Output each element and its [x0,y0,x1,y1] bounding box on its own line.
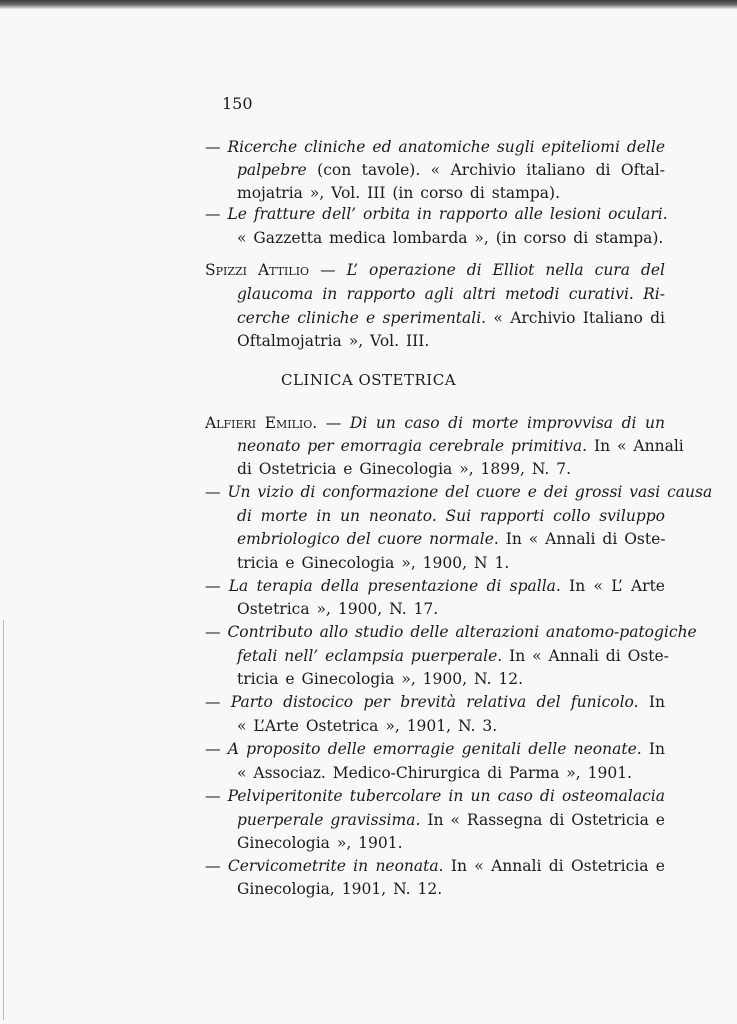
title-text: palpebre [237,161,307,179]
scan-left-edge [3,620,4,1020]
title-text: glaucoma in rapporto agli altri metodi curativi. Ri- [237,285,665,303]
title-text: neonato per emorragia cerebrale primitiva. [237,437,588,455]
entry-line [237,645,669,667]
entry-line [237,283,665,305]
title-text: Contributo allo studio delle alterazioni anatomo-patogiche [227,623,697,641]
citation-text: — [205,857,228,875]
title-text: A proposito delle emorragie genitali delle neonate. [227,740,642,758]
entry-line [237,715,665,737]
entry-line [205,575,665,597]
title-text: Di un caso di morte improvvisa di un [349,414,666,432]
title-text: La terapia della presentazione di spalla. [228,577,561,595]
citation-text: In « Annali [587,437,684,455]
citation-text: — [205,740,228,758]
entry-line [237,182,665,204]
citation-text: — [205,483,228,501]
section-heading: CLINICA OSTETRICA [280,371,457,389]
citation-text: Ginecologia, 1901, N. 12. [237,880,443,898]
citation-text: — [205,693,231,711]
title-text: di morte in un neonato. Sui rapporti collo sviluppo [237,507,665,525]
citation-text: Oftalmojatria », Vol. III. [237,332,430,350]
entry-line [205,136,665,158]
citation-text: tricia e Ginecologia », 1900, N. 12. [237,670,524,688]
title-text: fetali nell’ eclampsia puerperale. [237,647,503,665]
citation-text: — [309,261,347,279]
citation-text: In « Rassegna di Ostetricia e [420,811,665,829]
citation-text: « Gazzetta medica lombarda », (in corso di stampa). [237,229,664,247]
title-text: Cervicometrite in neonata. [227,857,444,875]
citation-text: — [205,623,228,641]
citation-text: In « Annali di Ostetricia e [443,857,665,875]
entry-line [237,435,684,457]
entry-line [205,621,697,643]
title-text: Ricerche cliniche ed anatomiche sugli epiteliomi delle [227,138,666,156]
entry-line [237,227,665,249]
author-name: Spizzi Attilio [205,261,310,279]
entry-line [237,668,665,690]
citation-text: tricia e Ginecologia », 1900, N 1. [237,554,510,572]
citation-text: — [205,138,228,156]
citation-text: — [205,787,228,805]
citation-text: « L’Arte Ostetrica », 1901, N. 3. [237,717,498,735]
entry-line [237,762,665,784]
entry-line [205,259,665,281]
entry-line [205,412,665,434]
citation-text: — [205,577,229,595]
citation-text: di Ostetricia e Ginecologia », 1899, N. 7. [237,460,572,478]
citation-text: — [205,205,228,223]
entry-line [237,528,665,550]
entry-line [205,203,668,225]
entry-line [237,458,665,480]
entry-line [237,832,665,854]
citation-text: In « Annali di Oste- [498,530,666,548]
entry-line [205,738,665,760]
entry-line [237,598,665,620]
title-text: Le fratture dell’ orbita in rapporto alle lesioni oculari. [227,205,668,223]
citation-text: mojatria », Vol. III (in corso di stampa). [237,184,561,202]
citation-text: — [317,414,350,432]
entry-line [205,785,665,807]
page-number: 150 [222,94,253,113]
scan-top-edge [0,0,737,9]
title-text: cerche cliniche e sperimentali. [237,309,487,327]
citation-text: In « L’ Arte [560,577,665,595]
title-text: Parto distocico per brevità relativa del funicolo. [230,693,639,711]
author-name: Alfieri Emilio. [205,414,318,432]
title-text: embriologico del cuore normale. [237,530,499,548]
entry-line [237,505,665,527]
citation-text: « Archivio Italiano di [486,309,666,327]
citation-text: Ginecologia », 1901. [237,834,403,852]
citation-text: In [641,740,665,758]
entry-line [237,159,665,181]
citation-text: In [638,693,665,711]
entry-line [237,552,665,574]
citation-text: « Associaz. Medico-Chirurgica di Parma », 1901. [237,764,633,782]
entry-line [237,330,665,352]
title-text: puerperale gravissima. [237,811,421,829]
title-text: L’ operazione di Elliot nella cura del [346,261,665,279]
entry-line [205,481,713,503]
title-text: Pelviperitonite tubercolare in un caso di osteomalacia [227,787,665,805]
citation-text: Ostetrica », 1900, N. 17. [237,600,439,618]
citation-text: (con tavole). « Archivio italiano di Oftal- [306,161,665,179]
entry-line [237,878,665,900]
entry-line [237,307,665,329]
citation-text: In « Annali di Oste- [502,647,669,665]
title-text: Un vizio di conformazione del cuore e dei grossi vasi causa [227,483,713,501]
entry-line [237,809,665,831]
entry-line [205,855,665,877]
entry-line [205,691,665,713]
